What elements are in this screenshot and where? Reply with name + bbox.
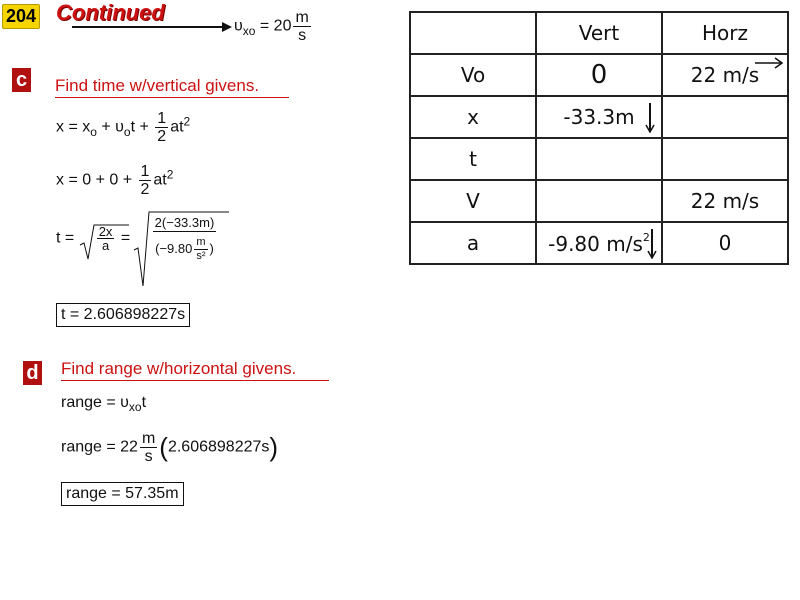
right-arrow-icon (755, 57, 783, 69)
table-cell (662, 138, 788, 180)
right-arrow-icon (72, 20, 232, 34)
table-header-row (410, 12, 788, 54)
header-cell (410, 12, 536, 54)
table-row (410, 222, 788, 264)
equation-kinematic: $x = x_o + \upsilon_ot$ + $\frac{1}{2}$ $at^2$ (56, 110, 191, 145)
page-title: Continued (56, 0, 165, 25)
row-label: V (410, 180, 536, 222)
table-row (410, 54, 788, 96)
table-cell: 22 m/s (662, 54, 788, 96)
equation-range-substituted: range = 22 $\frac{m}{s}$ (2.606898227s) (61, 430, 279, 465)
table-cell: 22 m/s (662, 180, 788, 222)
header-cell: Horz (662, 12, 788, 54)
table-row (410, 96, 788, 138)
page-number-badge: 204 (2, 4, 40, 29)
part-c-heading: Find time w/vertical givens. (55, 76, 289, 98)
table-row (410, 180, 788, 222)
equation-time-solve: t = $\frac{2x}{a}$ = 2(−33.3m) (−9.80 $\frac{m}{\text{s²}}$ ) (56, 214, 218, 263)
table-cell: -33.3m (536, 96, 662, 138)
given-velocity: $\upsilon_{xo} = 20$ $\frac{m}{s}$ (234, 9, 309, 44)
table-cell (536, 180, 662, 222)
row-label: a (410, 222, 536, 264)
table-cell: 0 (662, 222, 788, 264)
header-cell: Vert (536, 12, 662, 54)
table-cell (662, 96, 788, 138)
result-time: t = 2.606898227s (56, 303, 190, 327)
table-cell (536, 138, 662, 180)
equation-simplified: x = 0 + 0 + $\frac{1}{2}$ $at^2$ (56, 163, 174, 198)
row-label: t (410, 138, 536, 180)
sqrt-symbol-icon (79, 223, 129, 263)
result-range: range = 57.35m (61, 482, 184, 506)
sqrt-symbol-icon (133, 210, 229, 288)
part-c-label: c (12, 68, 31, 92)
table-row (410, 138, 788, 180)
row-label: Vo (410, 54, 536, 96)
down-arrow-icon (647, 229, 657, 259)
part-d-heading: Find range w/horizontal givens. (61, 359, 329, 381)
part-d-label: d (23, 361, 42, 385)
givens-table (409, 11, 789, 265)
down-arrow-icon (645, 103, 655, 133)
row-label: x (410, 96, 536, 138)
equation-range: range = $\upsilon_{xo}t$ (61, 394, 147, 415)
table-cell: -9.80 $m/s^2$ (536, 222, 662, 264)
table-cell: 0 (536, 54, 662, 96)
